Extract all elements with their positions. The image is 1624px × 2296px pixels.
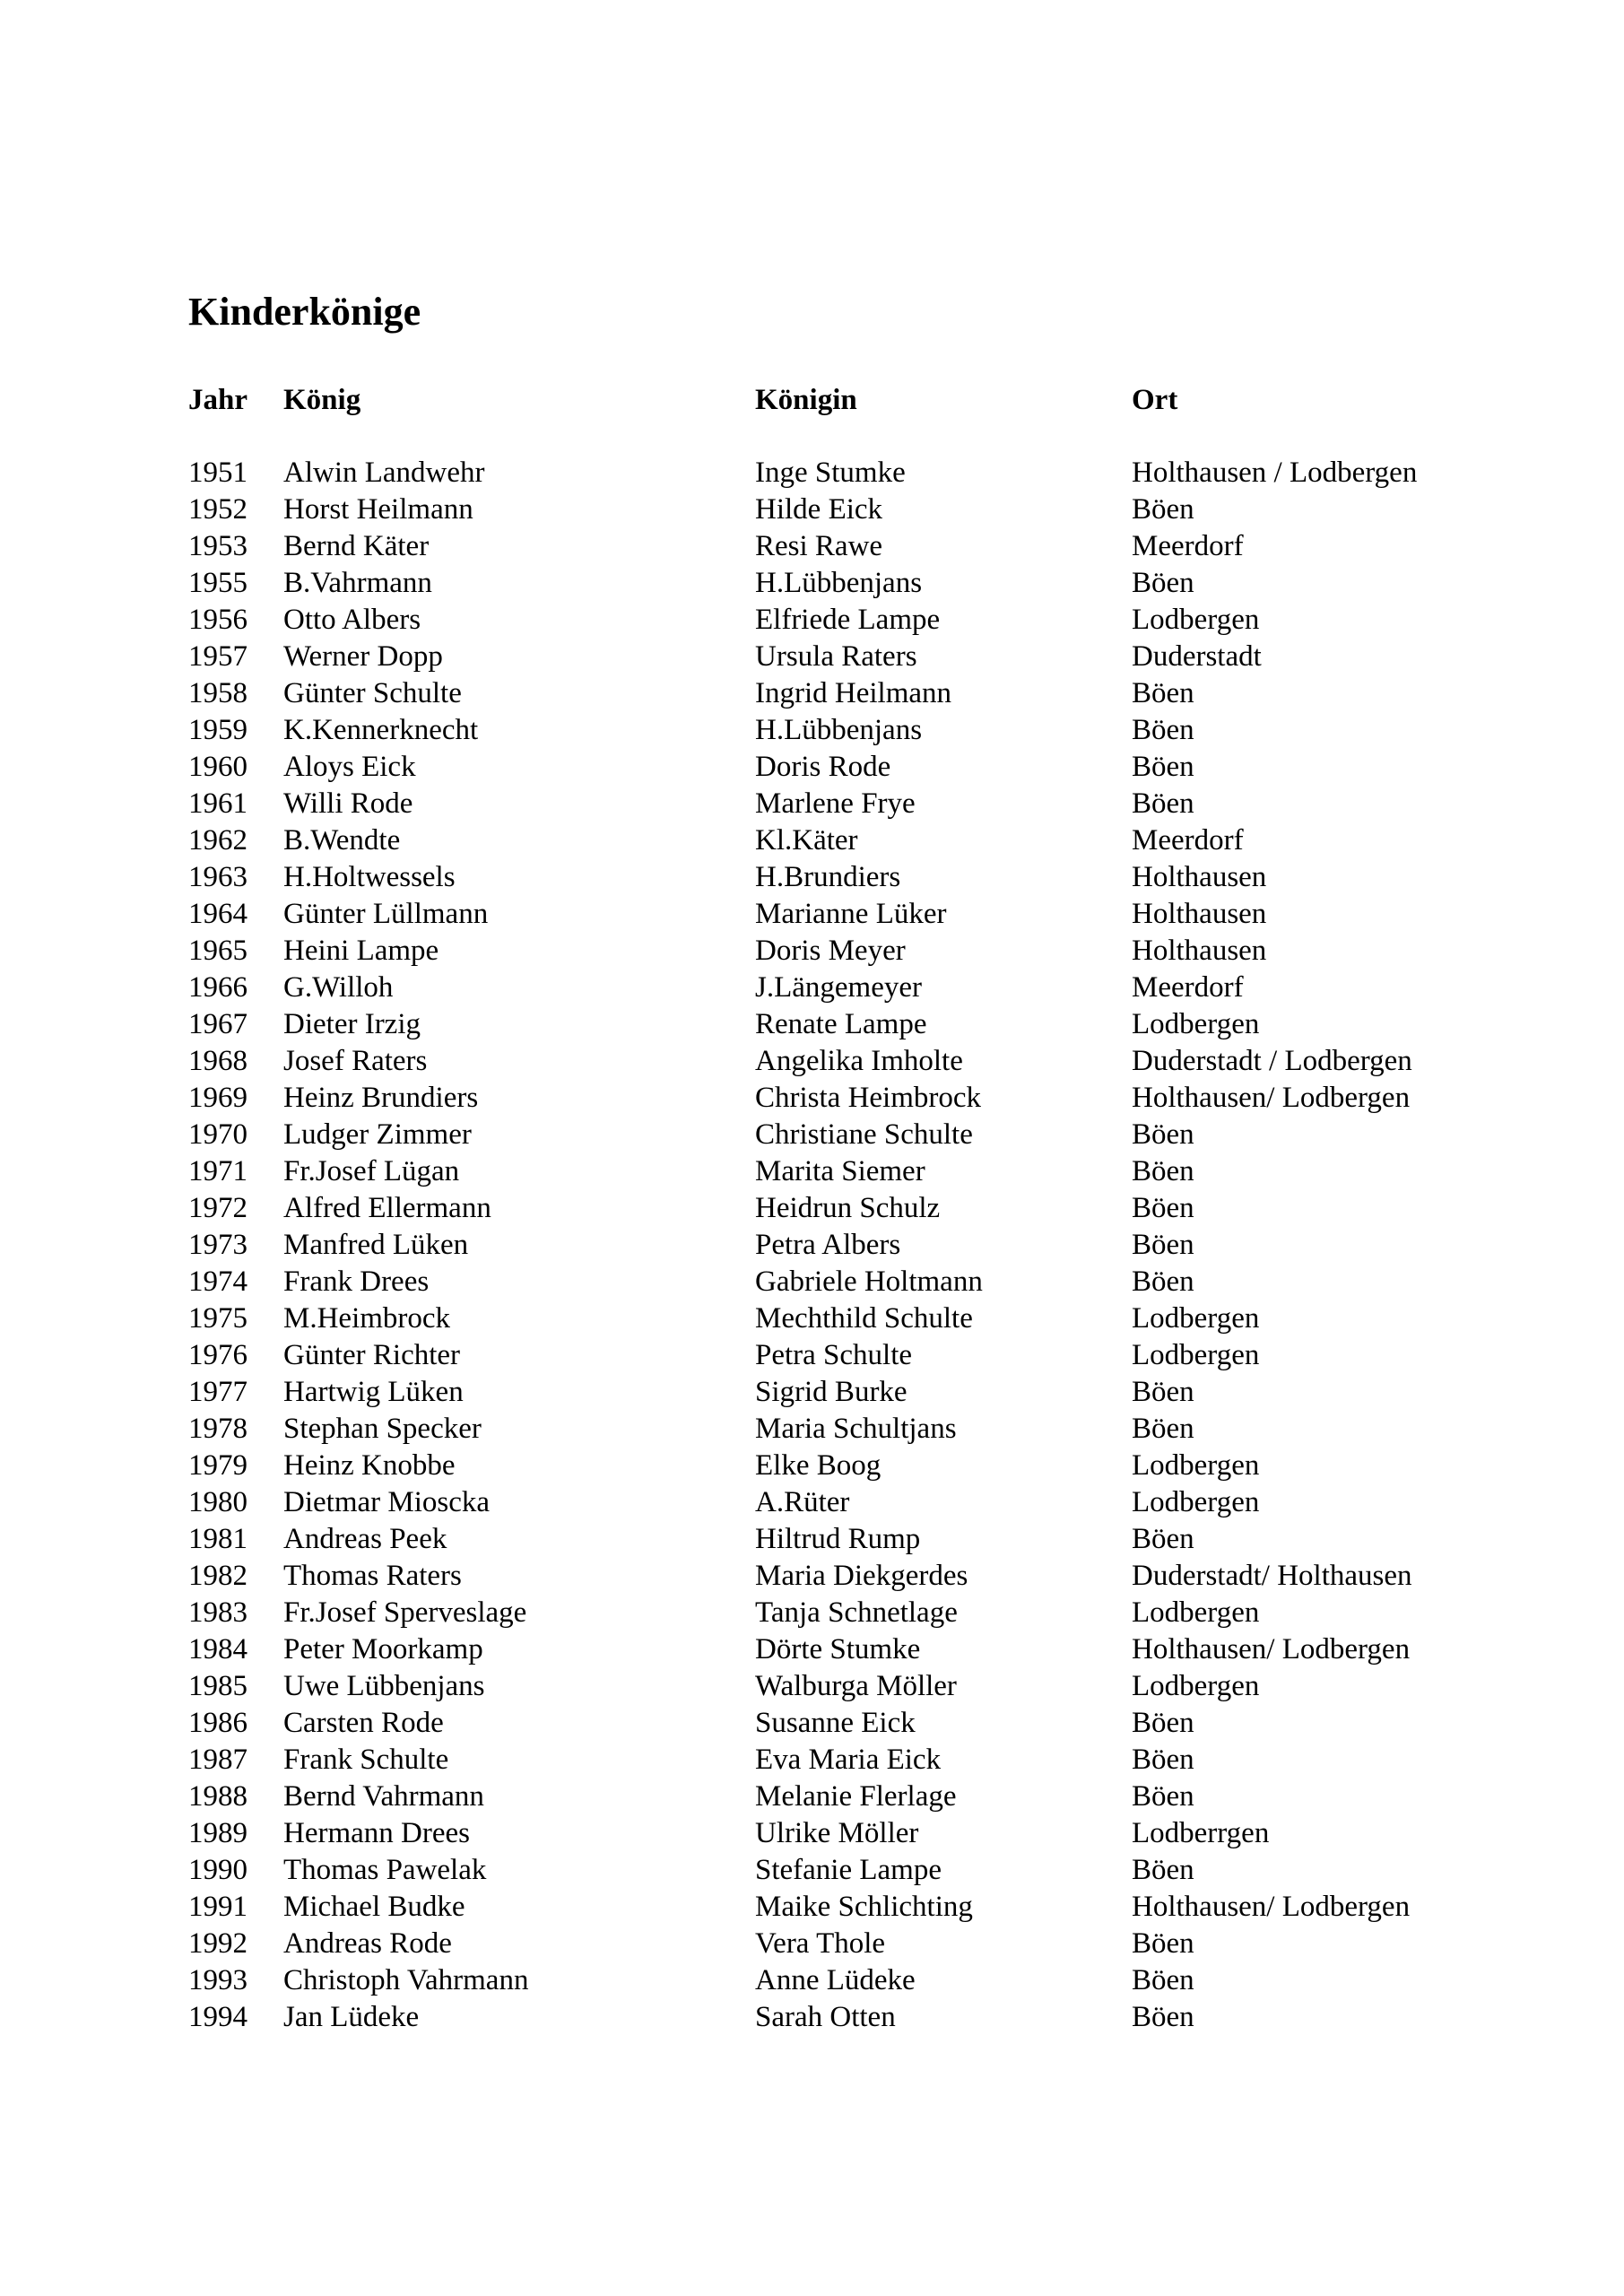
cell-year: 1958 — [188, 677, 248, 709]
cell-king: K.Kennerknecht — [283, 714, 479, 746]
cell-king: Fr.Josef Sperveslage — [283, 1596, 527, 1629]
cell-place: Böen — [1132, 1707, 1194, 1739]
cell-king: Alfred Ellermann — [283, 1192, 491, 1224]
cell-king: Willi Rode — [283, 787, 413, 820]
cell-queen: Gabriele Holtmann — [755, 1265, 983, 1298]
table-row — [188, 455, 1587, 491]
cell-place: Böen — [1132, 1964, 1194, 1996]
cell-year: 1967 — [188, 1008, 248, 1040]
table-row — [188, 1742, 1587, 1779]
table-row — [188, 1999, 1587, 2036]
cell-year: 1951 — [188, 457, 248, 489]
cell-queen: Doris Rode — [755, 751, 891, 783]
cell-king: Günter Lüllmann — [283, 898, 489, 930]
cell-king: G.Willoh — [283, 971, 394, 1004]
cell-place: Duderstadt/ Holthausen — [1132, 1560, 1412, 1592]
cell-year: 1984 — [188, 1633, 248, 1665]
table-row — [188, 1668, 1587, 1705]
table-row — [188, 1190, 1587, 1227]
table-row — [188, 602, 1587, 639]
cell-place: Böen — [1132, 1413, 1194, 1445]
cell-king: Günter Richter — [283, 1339, 461, 1371]
cell-queen: H.Brundiers — [755, 861, 901, 893]
table-row — [188, 1889, 1587, 1926]
cell-king: Dietmar Mioscka — [283, 1486, 491, 1518]
cell-king: Manfred Lüken — [283, 1229, 469, 1261]
table-row — [188, 822, 1587, 859]
table-body — [188, 455, 1587, 2036]
table-row — [188, 1300, 1587, 1337]
cell-place: Böen — [1132, 1780, 1194, 1813]
cell-king: Hermann Drees — [283, 1817, 470, 1849]
table-row — [188, 1448, 1587, 1484]
cell-queen: Hiltrud Rump — [755, 1523, 921, 1555]
cell-place: Lodbergen — [1132, 1486, 1260, 1518]
cell-year: 1957 — [188, 640, 248, 673]
cell-place: Böen — [1132, 787, 1194, 820]
table-row — [188, 1521, 1587, 1558]
cell-king: M.Heimbrock — [283, 1302, 451, 1335]
cell-queen: Eva Maria Eick — [755, 1744, 942, 1776]
cell-king: Werner Dopp — [283, 640, 443, 673]
cell-king: Aloys Eick — [283, 751, 416, 783]
table-row — [188, 1227, 1587, 1264]
cell-place: Holthausen/ Lodbergen — [1132, 1633, 1411, 1665]
cell-queen: Marianne Lüker — [755, 898, 947, 930]
table-row — [188, 1264, 1587, 1300]
cell-year: 1969 — [188, 1082, 248, 1114]
cell-year: 1956 — [188, 604, 248, 636]
cell-king: Heinz Brundiers — [283, 1082, 479, 1114]
cell-queen: Elfriede Lampe — [755, 604, 941, 636]
cell-queen: Resi Rawe — [755, 530, 883, 562]
cell-king: Thomas Raters — [283, 1560, 462, 1592]
table-row — [188, 1117, 1587, 1153]
cell-king: Christoph Vahrmann — [283, 1964, 529, 1996]
cell-king: Otto Albers — [283, 604, 421, 636]
cell-place: Böen — [1132, 493, 1194, 526]
cell-place: Holthausen / Lodbergen — [1132, 457, 1418, 489]
cell-year: 1991 — [188, 1891, 248, 1923]
table-row — [188, 528, 1587, 565]
cell-king: Frank Drees — [283, 1265, 430, 1298]
cell-queen: Ursula Raters — [755, 640, 917, 673]
cell-place: Holthausen — [1132, 898, 1267, 930]
cell-king: Heinz Knobbe — [283, 1449, 456, 1482]
cell-king: Dieter Irzig — [283, 1008, 421, 1040]
cell-place: Böen — [1132, 1523, 1194, 1555]
cell-queen: Petra Albers — [755, 1229, 901, 1261]
cell-place: Duderstadt / Lodbergen — [1132, 1045, 1412, 1077]
table-row — [188, 933, 1587, 970]
cell-place: Lodbergen — [1132, 1339, 1260, 1371]
table-row — [188, 1411, 1587, 1448]
cell-queen: Mechthild Schulte — [755, 1302, 973, 1335]
cell-year: 1994 — [188, 2001, 248, 2033]
table-row — [188, 1374, 1587, 1411]
cell-place: Lodbergen — [1132, 604, 1260, 636]
cell-queen: Stefanie Lampe — [755, 1854, 942, 1886]
cell-year: 1953 — [188, 530, 248, 562]
cell-place: Lodbergen — [1132, 1008, 1260, 1040]
cell-queen: Susanne Eick — [755, 1707, 916, 1739]
cell-king: Alwin Landwehr — [283, 457, 485, 489]
cell-place: Böen — [1132, 1192, 1194, 1224]
cell-king: Stephan Specker — [283, 1413, 482, 1445]
cell-year: 1962 — [188, 824, 248, 857]
cell-year: 1985 — [188, 1670, 248, 1702]
cell-queen: Maike Schlichting — [755, 1891, 973, 1923]
table-row — [188, 1153, 1587, 1190]
table-row — [188, 1962, 1587, 1999]
cell-place: Meerdorf — [1132, 971, 1244, 1004]
cell-king: Josef Raters — [283, 1045, 428, 1077]
cell-king: Andreas Peek — [283, 1523, 447, 1555]
cell-year: 1964 — [188, 898, 248, 930]
cell-year: 1965 — [188, 935, 248, 967]
cell-queen: Heidrun Schulz — [755, 1192, 941, 1224]
cell-queen: Ulrike Möller — [755, 1817, 919, 1849]
table-row — [188, 639, 1587, 675]
cell-place: Böen — [1132, 1744, 1194, 1776]
cell-year: 1972 — [188, 1192, 248, 1224]
cell-place: Böen — [1132, 714, 1194, 746]
cell-queen: H.Lübbenjans — [755, 567, 923, 599]
cell-queen: Maria Diekgerdes — [755, 1560, 968, 1592]
cell-year: 1986 — [188, 1707, 248, 1739]
cell-year: 1963 — [188, 861, 248, 893]
cell-year: 1980 — [188, 1486, 248, 1518]
cell-place: Holthausen — [1132, 861, 1267, 893]
cell-queen: Vera Thole — [755, 1927, 886, 1960]
cell-place: Böen — [1132, 1118, 1194, 1151]
cell-year: 1974 — [188, 1265, 248, 1298]
cell-king: Heini Lampe — [283, 935, 439, 967]
cell-place: Böen — [1132, 567, 1194, 599]
table-row — [188, 859, 1587, 896]
cell-queen: Walburga Möller — [755, 1670, 957, 1702]
cell-queen: Maria Schultjans — [755, 1413, 957, 1445]
cell-queen: H.Lübbenjans — [755, 714, 923, 746]
cell-year: 1968 — [188, 1045, 248, 1077]
cell-place: Böen — [1132, 1376, 1194, 1408]
cell-queen: Angelika Imholte — [755, 1045, 963, 1077]
column-header-queen: Königin — [755, 384, 857, 416]
cell-king: Ludger Zimmer — [283, 1118, 472, 1151]
cell-place: Lodbergen — [1132, 1670, 1260, 1702]
cell-king: Michael Budke — [283, 1891, 465, 1923]
cell-place: Lodbergen — [1132, 1596, 1260, 1629]
cell-place: Lodbergen — [1132, 1449, 1260, 1482]
cell-queen: Marita Siemer — [755, 1155, 925, 1187]
table-row — [188, 1043, 1587, 1080]
cell-queen: A.Rüter — [755, 1486, 850, 1518]
cell-king: Fr.Josef Lügan — [283, 1155, 460, 1187]
cell-year: 1970 — [188, 1118, 248, 1151]
cell-year: 1952 — [188, 493, 248, 526]
cell-king: Jan Lüdeke — [283, 2001, 420, 2033]
table-row — [188, 1705, 1587, 1742]
cell-queen: Tanja Schnetlage — [755, 1596, 958, 1629]
cell-king: Andreas Rode — [283, 1927, 452, 1960]
cell-place: Duderstadt — [1132, 640, 1262, 673]
cell-year: 1988 — [188, 1780, 248, 1813]
cell-year: 1966 — [188, 971, 248, 1004]
table-row — [188, 1595, 1587, 1631]
cell-place: Lodbergen — [1132, 1302, 1260, 1335]
cell-king: Horst Heilmann — [283, 493, 473, 526]
cell-king: Frank Schulte — [283, 1744, 449, 1776]
cell-place: Böen — [1132, 1927, 1194, 1960]
cell-king: Bernd Vahrmann — [283, 1780, 484, 1813]
cell-place: Böen — [1132, 1265, 1194, 1298]
cell-year: 1971 — [188, 1155, 248, 1187]
cell-place: Holthausen/ Lodbergen — [1132, 1891, 1411, 1923]
column-header-year: Jahr — [188, 384, 248, 416]
table-row — [188, 491, 1587, 528]
cell-place: Böen — [1132, 677, 1194, 709]
cell-place: Böen — [1132, 2001, 1194, 2033]
page-title: Kinderkönige — [188, 290, 421, 334]
cell-place: Holthausen/ Lodbergen — [1132, 1082, 1411, 1114]
table-row — [188, 1852, 1587, 1889]
table-row — [188, 1926, 1587, 1962]
cell-queen: Ingrid Heilmann — [755, 677, 952, 709]
table-row — [188, 786, 1587, 822]
kinderkoenige-table — [188, 382, 1587, 2036]
column-header-king: König — [283, 384, 361, 416]
cell-queen: Kl.Käter — [755, 824, 858, 857]
cell-place: Holthausen — [1132, 935, 1267, 967]
cell-year: 1979 — [188, 1449, 248, 1482]
cell-queen: Petra Schulte — [755, 1339, 913, 1371]
cell-queen: Christiane Schulte — [755, 1118, 973, 1151]
cell-queen: Christa Heimbrock — [755, 1082, 982, 1114]
cell-year: 1990 — [188, 1854, 248, 1886]
cell-king: H.Holtwessels — [283, 861, 456, 893]
cell-year: 1992 — [188, 1927, 248, 1960]
cell-year: 1973 — [188, 1229, 248, 1261]
cell-king: B.Wendte — [283, 824, 401, 857]
table-row — [188, 1006, 1587, 1043]
table-row — [188, 565, 1587, 602]
cell-king: Hartwig Lüken — [283, 1376, 464, 1408]
cell-queen: J.Längemeyer — [755, 971, 922, 1004]
table-row — [188, 749, 1587, 786]
cell-place: Böen — [1132, 751, 1194, 783]
table-row — [188, 712, 1587, 749]
cell-king: Peter Moorkamp — [283, 1633, 483, 1665]
cell-year: 1983 — [188, 1596, 248, 1629]
table-row — [188, 1779, 1587, 1815]
cell-year: 1982 — [188, 1560, 248, 1592]
cell-year: 1975 — [188, 1302, 248, 1335]
cell-year: 1977 — [188, 1376, 248, 1408]
cell-king: Günter Schulte — [283, 677, 462, 709]
cell-year: 1960 — [188, 751, 248, 783]
table-row — [188, 675, 1587, 712]
cell-queen: Sigrid Burke — [755, 1376, 908, 1408]
cell-year: 1993 — [188, 1964, 248, 1996]
cell-queen: Renate Lampe — [755, 1008, 927, 1040]
cell-king: Thomas Pawelak — [283, 1854, 487, 1886]
cell-queen: Doris Meyer — [755, 935, 906, 967]
cell-place: Böen — [1132, 1229, 1194, 1261]
cell-place: Lodberrgen — [1132, 1817, 1270, 1849]
table-row — [188, 896, 1587, 933]
table-header — [188, 382, 1587, 419]
cell-year: 1959 — [188, 714, 248, 746]
cell-year: 1978 — [188, 1413, 248, 1445]
table-row — [188, 1484, 1587, 1521]
cell-place: Meerdorf — [1132, 824, 1244, 857]
cell-year: 1955 — [188, 567, 248, 599]
cell-place: Meerdorf — [1132, 530, 1244, 562]
cell-year: 1987 — [188, 1744, 248, 1776]
cell-queen: Hilde Eick — [755, 493, 883, 526]
cell-king: Uwe Lübbenjans — [283, 1670, 485, 1702]
cell-year: 1989 — [188, 1817, 248, 1849]
cell-queen: Dörte Stumke — [755, 1633, 921, 1665]
cell-year: 1961 — [188, 787, 248, 820]
cell-queen: Anne Lüdeke — [755, 1964, 916, 1996]
table-row — [188, 1337, 1587, 1374]
column-header-place: Ort — [1132, 384, 1178, 416]
cell-place: Böen — [1132, 1854, 1194, 1886]
table-row — [188, 1815, 1587, 1852]
cell-queen: Sarah Otten — [755, 2001, 896, 2033]
cell-king: B.Vahrmann — [283, 567, 432, 599]
cell-queen: Inge Stumke — [755, 457, 906, 489]
table-row — [188, 1558, 1587, 1595]
cell-queen: Marlene Frye — [755, 787, 916, 820]
cell-year: 1976 — [188, 1339, 248, 1371]
cell-king: Bernd Käter — [283, 530, 430, 562]
table-row — [188, 1080, 1587, 1117]
cell-queen: Melanie Flerlage — [755, 1780, 957, 1813]
cell-place: Böen — [1132, 1155, 1194, 1187]
cell-year: 1981 — [188, 1523, 248, 1555]
table-row — [188, 970, 1587, 1006]
table-row — [188, 1631, 1587, 1668]
cell-queen: Elke Boog — [755, 1449, 881, 1482]
cell-king: Carsten Rode — [283, 1707, 444, 1739]
